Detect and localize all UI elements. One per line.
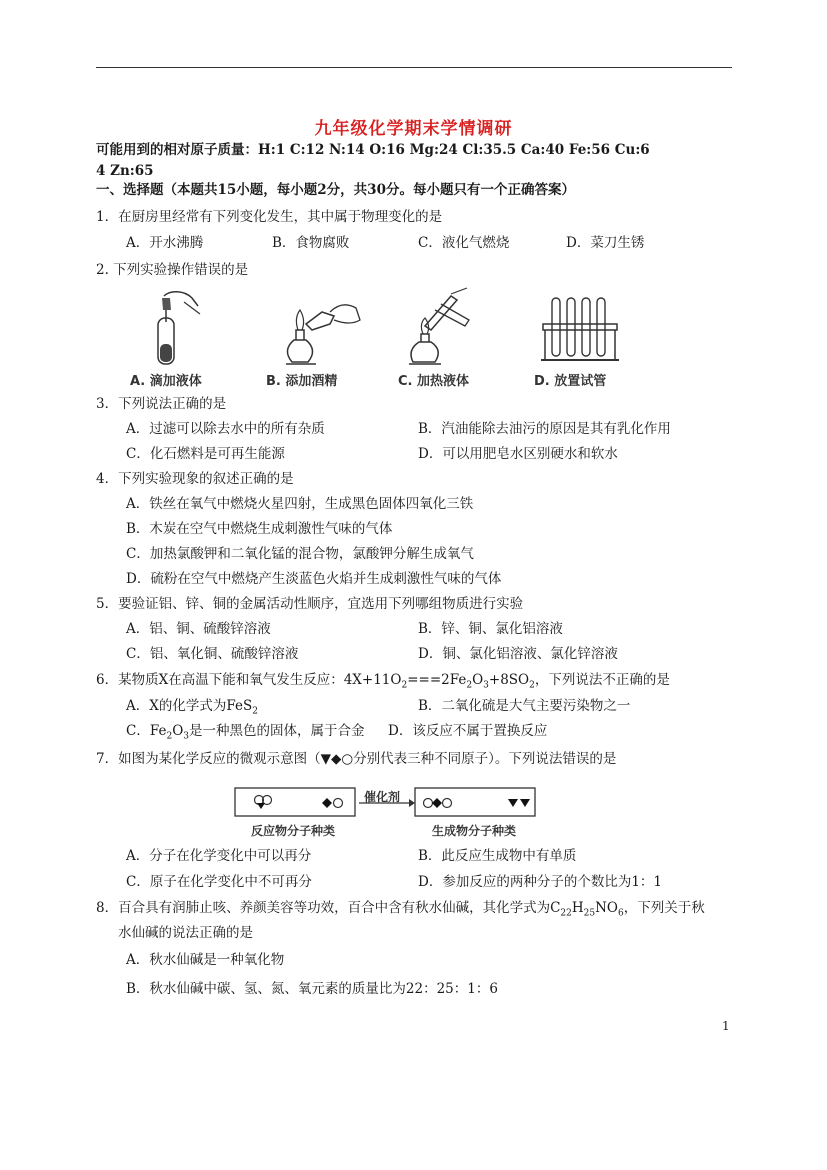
q6-stem-part: ===2Fe [407,672,467,688]
q4-option-d: D．硫粉在空气中燃烧产生淡蓝色火焰并生成刺激性气味的气体 [126,571,502,587]
q4-option-a: A．铁丝在氧气中燃烧火星四射，生成黑色固体四氧化三铁 [126,496,474,512]
q8-option-a: A．秋水仙碱是一种氧化物 [126,952,285,968]
q7-option-b: B．此反应生成物中有单质 [418,848,577,864]
q2-caption-b: B. 添加酒精 [266,374,338,389]
q6-a-text: A．X的化学式为FeS [126,698,253,714]
subscript: 6 [618,908,624,919]
q8-option-b: B．秋水仙碱中碳、氢、氮、氧元素的质量比为22：25：1：6 [126,981,498,997]
q6-stem-part: O [472,672,484,688]
header-rule [96,67,732,68]
q1-option-c: C．液化气燃烧 [418,235,510,251]
q6-c-text: 是一种黑色的固体，属于合金 [189,723,365,739]
q5-option-a: A．铝、铜、硫酸锌溶液 [126,621,271,637]
question-5-stem: 5．要验证铝、锌、铜的金属活动性顺序，宜选用下列哪组物质进行实验 [96,596,524,612]
question-8-stem [96,899,705,923]
page-number: 1 [722,1019,730,1033]
subscript: 25 [583,908,596,919]
reactant-box [235,788,355,816]
catalyst-label: 催化剂 [364,790,401,804]
subscript: 3 [183,731,189,742]
page-title: 九年级化学期末学情调研 [314,119,513,139]
q1-option-d: D．菜刀生锈 [566,235,645,251]
subscript: 2 [252,706,258,717]
q6-c-text: C．Fe [126,723,167,739]
q6-option-d: D．该反应不属于置换反应 [388,723,548,739]
q8-stem-part: H [571,900,584,916]
subscript: 2 [166,731,173,742]
subscript: 3 [483,680,489,691]
atomic-mass-line1: 可能用到的相对原子质量：H:1 C:12 N:14 O:16 Mg:24 Cl:35.5 Ca:40 Fe:56 Cu:6 [96,142,650,158]
atomic-mass-line2: 4 Zn:65 [96,163,154,179]
q7-option-c: C．原子在化学变化中不可再分 [126,874,312,890]
question-4-stem: 4．下列实验现象的叙述正确的是 [96,471,294,487]
q1-option-a: A．开水沸腾 [126,235,204,251]
q7-option-d: D．参加反应的两种分子的个数比为1：1 [418,874,663,890]
q5-option-b: B．锌、铜、氯化铝溶液 [418,621,563,637]
q8-stem-part: 8．百合具有润肺止咳、养颜美容等功效，百合中含有秋水仙碱，其化学式为C [96,900,561,916]
q1-option-b: B．食物腐败 [272,235,350,251]
q2-caption-d: D. 放置试管 [534,374,607,389]
q4-option-c: C．加热氯酸钾和二氧化锰的混合物，氯酸钾分解生成氧气 [126,546,474,562]
q3-option-c: C．化石燃料是可再生能源 [126,446,285,462]
q6-option-c [126,722,365,746]
q3-option-b: B．汽油能除去油污的原因是其有乳化作用 [418,421,671,437]
subscript: 2 [529,680,535,691]
test-tube-rack-figure [537,294,622,364]
section-heading: 一、选择题（本题共15小题，每小题2分，共30分。每小题只有一个正确答案） [96,182,575,198]
q6-stem-part: 6．某物质X在高温下能和氧气发生反应：4X+11O [96,672,402,688]
products-label: 生成物分子种类 [432,824,517,838]
subscript: 22 [560,908,572,919]
question-3-stem: 3．下列说法正确的是 [96,396,227,412]
subscript: 2 [466,680,473,691]
q6-stem-part: +8SO [488,672,530,688]
q3-option-d: D．可以用肥皂水区别硬水和软水 [418,446,618,462]
reaction-arrow-head [409,799,415,807]
q6-option-a [126,697,258,721]
q2-caption-c: C. 加热液体 [398,374,470,389]
reactants-label: 反应物分子种类 [251,824,336,838]
question-1-stem: 1．在厨房里经常有下列变化发生，其中属于物理变化的是 [96,209,443,225]
q6-c-text: O [172,723,184,739]
q6-stem-part: ，下列说法不正确的是 [534,672,670,688]
alcohol-lamp-figure [272,290,367,370]
question-2-stem: 2. 下列实验操作错误的是 [96,262,249,278]
q8-stem-part: NO [595,900,618,916]
q7-option-a: A．分子在化学变化中可以再分 [126,848,312,864]
subscript: 2 [401,680,408,691]
q5-option-d: D．铜、氯化铝溶液、氯化锌溶液 [418,646,618,662]
q8-stem-part: ，下列关于秋 [623,900,705,916]
question-8-stem-line2: 水仙碱的说法正确的是 [118,925,253,941]
q5-option-c: C．铝、氧化铜、硫酸锌溶液 [126,646,299,662]
dropper-figure [140,288,210,368]
q4-option-b: B．木炭在空气中燃烧生成刺激性气味的气体 [126,521,393,537]
q3-option-a: A．过滤可以除去水中的所有杂质 [126,421,325,437]
q6-option-b: B．二氧化硫是大气主要污染物之一 [418,698,631,714]
question-6-stem [96,671,670,695]
heating-figure [405,286,480,368]
question-7-stem: 7．如图为某化学反应的微观示意图（▼◆○分别代表三种不同原子）。下列说法错误的是 [96,751,617,767]
q2-caption-a: A. 滴加液体 [130,374,202,389]
